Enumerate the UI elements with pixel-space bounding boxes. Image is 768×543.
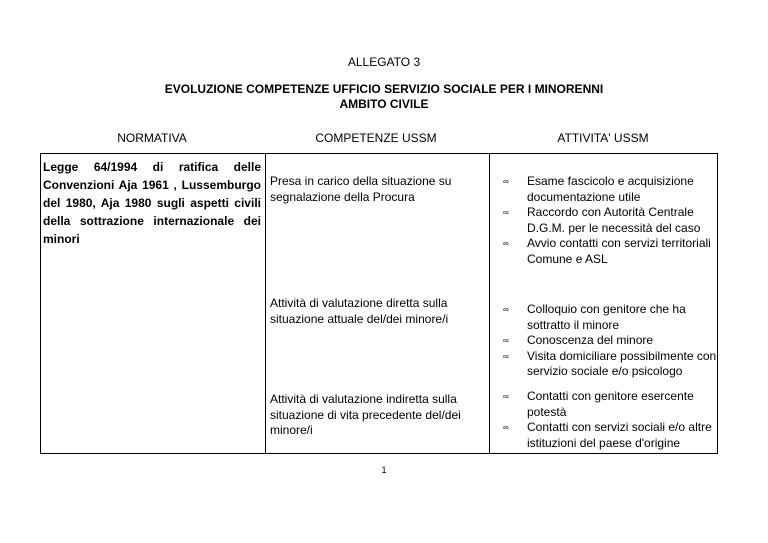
column-header-competenze: COMPETENZE USSM <box>315 131 437 145</box>
bullet-icon: ∞ <box>503 351 509 361</box>
attivita-item: ∞ Contatti con genitore esercente potestà <box>503 389 694 419</box>
column-header-attivita: ATTIVITA' USSM <box>557 131 649 145</box>
competenza-item: Presa in carico della situazione su segnalazione della Procura <box>270 174 452 204</box>
column-divider <box>489 154 490 453</box>
column-header-normativa: NORMATIVA <box>117 131 187 145</box>
bullet-icon: ∞ <box>503 305 509 314</box>
bullet-icon: ∞ <box>503 177 509 186</box>
attivita-item: ∞ Conoscenza del minore <box>503 333 654 347</box>
bullet-icon: ∞ <box>503 392 509 401</box>
competenza-item: Attività di valutazione diretta sulla situazione attuale del/dei minore/i <box>270 296 449 326</box>
title-line-2: AMBITO CIVILE <box>339 97 429 111</box>
bullet-icon: ∞ <box>503 423 509 432</box>
allegato-label: ALLEGATO 3 <box>347 55 421 69</box>
attivita-item: ∞ Avvio contatti con servizi territoriali Comune e ASL <box>503 236 711 266</box>
competenze-table <box>40 153 718 454</box>
attivita-list <box>503 302 717 380</box>
title-line-1: EVOLUZIONE COMPETENZE UFFICIO SERVIZIO SOCIALE PER I MINORENNI <box>164 82 604 96</box>
attivita-list <box>503 174 717 267</box>
column-divider <box>265 154 266 453</box>
page-number: 1 <box>381 465 387 475</box>
document-title <box>0 82 768 112</box>
attivita-list <box>503 389 717 451</box>
attivita-item: ∞ Raccordo con Autorità Centrale D.G.M. per le necessità del caso <box>503 205 701 235</box>
attivita-item: ∞ Contatti con servizi sociali e/o altre istituzioni del paese d'origine <box>503 420 712 450</box>
bullet-icon: ∞ <box>503 239 509 248</box>
bullet-icon: ∞ <box>503 336 509 345</box>
attivita-item: ∞ Visita domiciliare possibilmente con servizio sociale e/o psicologo <box>503 348 717 378</box>
competenza-item: Attività di valutazione indiretta sulla situazione di vita precedente del/dei minore/i <box>270 392 461 437</box>
attivita-item: ∞ Colloquio con genitore che ha sottratto il minore <box>503 302 686 332</box>
attivita-item: ∞ Esame fascicolo e acquisizione documentazione utile <box>503 174 694 204</box>
bullet-icon: ∞ <box>503 208 509 217</box>
normativa-cell: Legge 64/1994 di ratifica delle Convenzioni Aja 1961 , Lussemburgo del 1980, Aja 1980 sugli aspetti civili della sottrazione internazionale dei minori <box>43 160 261 246</box>
